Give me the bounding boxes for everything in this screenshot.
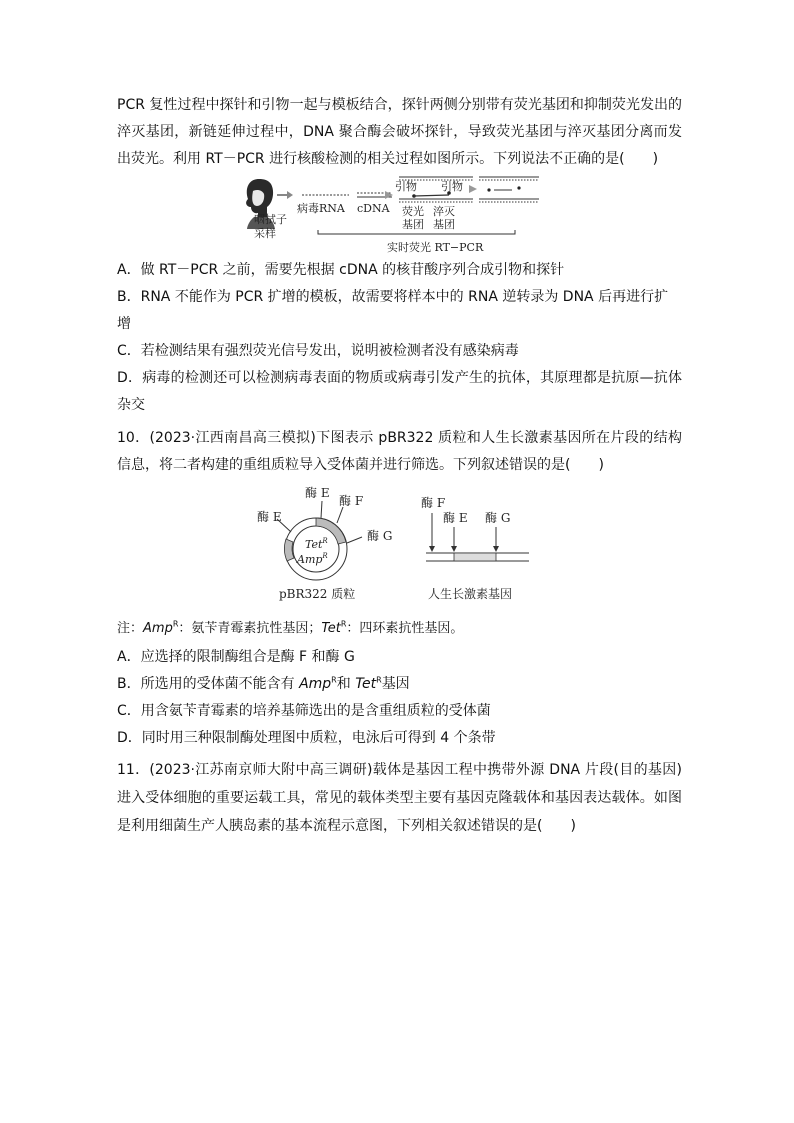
gene-enzyme-g: 酶 G bbox=[485, 511, 511, 525]
q10-b-tet-sup: R bbox=[376, 675, 382, 685]
q9-option-b: B．RNA 不能作为 PCR 扩增的模板，故需要将样本中的 RNA 逆转录为 DNA 后再进行扩增 bbox=[117, 289, 669, 332]
q10-option-b bbox=[117, 671, 682, 698]
quench-label-1: 淬灭 bbox=[433, 205, 455, 218]
q10-option-a: A．应选择的限制酶组合是酶 F 和酶 G bbox=[117, 649, 355, 665]
swab-label-2: 采样 bbox=[254, 227, 276, 240]
amp-text: Amp bbox=[297, 553, 323, 566]
q10-note bbox=[117, 615, 682, 642]
arrow-2 bbox=[385, 191, 393, 199]
note-amp-desc: ：氨苄青霉素抗性基因； bbox=[178, 621, 322, 636]
q11-stem: 11．(2023·江苏南京师大附中高三调研)载体是基因工程中携带外源 DNA 片段(目的基因)进入受体细胞的重要运载工具，常见的载体类型主要有基因克隆载体和基因表达载体。如图是利用细菌生产人胰岛素的基本流程示意图，下列相关叙述错误的是( ) bbox=[117, 762, 682, 834]
question-content bbox=[117, 92, 682, 840]
q10-b-amp-sup: R bbox=[331, 675, 337, 685]
gene-enzyme-f: 酶 F bbox=[421, 496, 446, 510]
tet-text: Tet bbox=[305, 538, 323, 551]
hgh-gene-segment bbox=[426, 513, 529, 561]
gene-caption: 人生长激素基因 bbox=[428, 587, 513, 601]
q10-b-tet: Tet bbox=[355, 676, 377, 692]
plasmid-enzyme-f: 酶 F bbox=[339, 494, 364, 508]
plasmid-diagram bbox=[117, 485, 682, 615]
plasmid-enzyme-e-left: 酶 E bbox=[257, 510, 282, 524]
q10-option-d: D．同时用三种限制酶处理图中质粒，电泳后可得到 4 个条带 bbox=[117, 730, 496, 746]
note-tet: Tet bbox=[321, 621, 341, 636]
q9-option-c: C．若检测结果有强烈荧光信号发出，说明被检测者没有感染病毒 bbox=[117, 343, 519, 359]
arrow-3 bbox=[469, 185, 477, 193]
plasmid-figure bbox=[117, 485, 682, 615]
tet-label bbox=[305, 537, 328, 551]
plasmid-caption: pBR322 质粒 bbox=[279, 587, 356, 601]
rt-pcr-caption: 实时荧光 RT−PCR bbox=[387, 241, 484, 254]
q10-b-post: 基因 bbox=[381, 676, 410, 692]
q10-b-mid: 和 bbox=[336, 676, 356, 692]
tet-sup: R bbox=[322, 537, 328, 545]
q9-option-d: D．病毒的检测还可以检测病毒表面的物质或病毒引发产生的抗体，其原理都是抗原—抗体杂交 bbox=[117, 370, 682, 413]
virus-rna-label: 病毒RNA bbox=[297, 202, 345, 215]
note-tet-sup: R bbox=[340, 619, 347, 629]
fluor-label-2: 基团 bbox=[402, 218, 424, 231]
plasmid-enzyme-g: 酶 G bbox=[367, 529, 393, 543]
cdna-label: cDNA bbox=[357, 202, 390, 215]
note-amp-sup: R bbox=[172, 619, 179, 629]
quench-label-2: 基团 bbox=[433, 218, 455, 231]
q10-option-c: C．用含氨苄青霉素的培养基筛选出的是含重组质粒的受体菌 bbox=[117, 703, 491, 719]
gene-enzyme-e: 酶 E bbox=[443, 511, 468, 525]
q9-intro: PCR 复性过程中探针和引物一起与模板结合，探针两侧分别带有荧光基团和抑制荧光发出的淬灭基团，新链延伸过程中，DNA 聚合酶会破坏探针，导致荧光基团与淬灭基团分离而发出荧光。利用 RT－PCR 进行核酸检测的相关过程如图所示。下列说法不正确的是( ) bbox=[117, 97, 682, 167]
q10-b-amp: Amp bbox=[299, 676, 332, 692]
note-prefix: 注： bbox=[117, 621, 144, 636]
arrow-1-head bbox=[287, 191, 293, 199]
primer-label-2: 引物 bbox=[441, 180, 463, 193]
rt-pcr-diagram bbox=[117, 173, 682, 257]
primer-label-1: 引物 bbox=[395, 180, 417, 193]
note-tet-desc: ：四环素抗性基因。 bbox=[346, 621, 464, 636]
fluor-label-1: 荧光 bbox=[402, 205, 424, 218]
q10-b-pre: B．所选用的受体菌不能含有 bbox=[117, 676, 300, 692]
q9-option-a: A．做 RT－PCR 之前，需要先根据 cDNA 的核苷酸序列合成引物和探针 bbox=[117, 262, 565, 278]
amp-label bbox=[296, 552, 328, 566]
amp-sup: R bbox=[322, 552, 328, 560]
final-product bbox=[479, 177, 539, 202]
note-amp: Amp bbox=[143, 621, 173, 636]
plasmid-enzyme-e-top: 酶 E bbox=[305, 486, 330, 500]
rt-pcr-figure bbox=[117, 173, 682, 257]
q10-stem: 10．(2023·江西南昌高三模拟)下图表示 pBR322 质粒和人生长激素基因所在片段的结构信息，将二者构建的重组质粒导入受体菌并进行筛选。下列叙述错误的是( ) bbox=[117, 430, 682, 473]
swab-label-1: 咽拭子 bbox=[254, 213, 287, 226]
